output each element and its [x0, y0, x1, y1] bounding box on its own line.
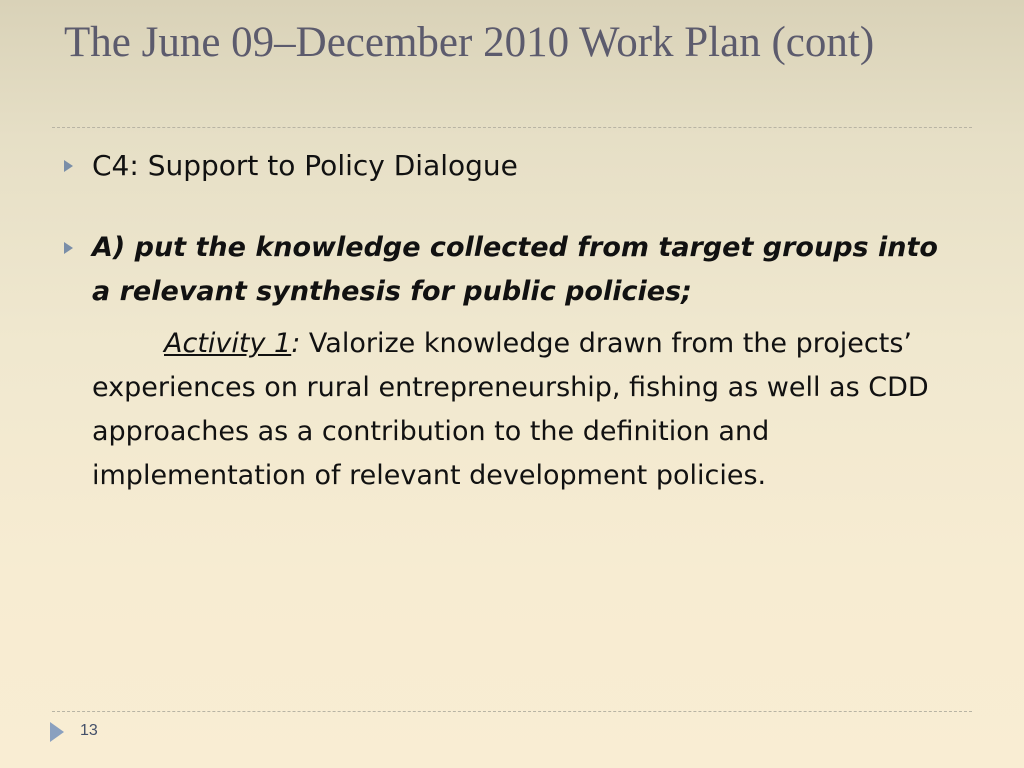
bullet-item-a — [62, 226, 952, 314]
bullet-arrow-icon — [64, 242, 73, 254]
activity-label: Activity 1 — [164, 328, 292, 359]
title-divider — [52, 127, 972, 128]
activity-paragraph — [62, 322, 952, 498]
activity-colon: : — [291, 328, 301, 359]
bullet-text: A) put the knowledge collected from target groups into a relevant synthesis for public policies; — [92, 232, 938, 307]
footer-arrow-icon — [50, 722, 64, 742]
footer-divider — [52, 711, 972, 712]
slide-content — [62, 140, 952, 498]
slide-title: The June 09–December 2010 Work Plan (cont) — [64, 19, 875, 66]
page-number: 13 — [80, 722, 98, 739]
bullet-item-c4 — [62, 144, 952, 188]
bullet-text: C4: Support to Policy Dialogue — [92, 149, 518, 182]
bullet-arrow-icon — [64, 160, 73, 172]
activity-text: Valorize knowledge drawn from the projects’ experiences on rural entrepreneurship, fishing as well as CDD approaches as a contribution to the definition and implementation of relevant development policies. — [92, 328, 929, 491]
